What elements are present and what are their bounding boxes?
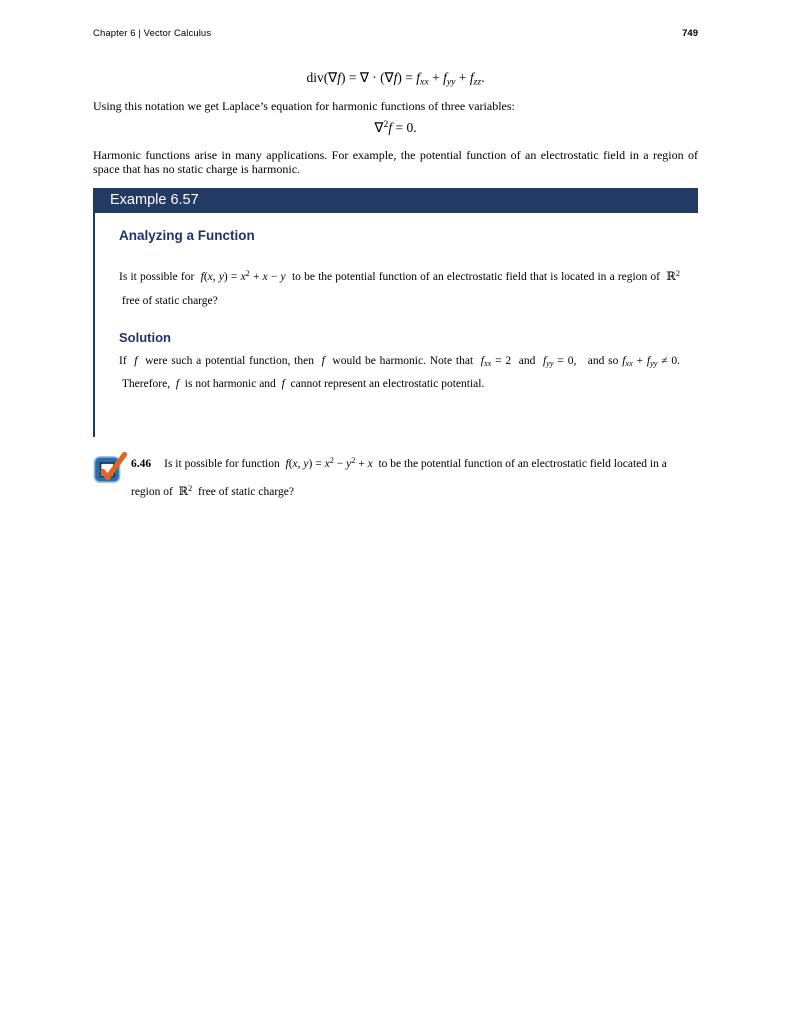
checkpoint [93,449,698,503]
example-box [93,188,698,437]
example-body [93,213,698,437]
checkpoint-checkbox-icon [93,450,127,484]
checkpoint-number: 6.46 [131,458,152,471]
equation-laplace: ∇$^2$f = 0. [374,119,417,135]
paragraph-harmonic: Harmonic functions arise in many applications. For example, the potential function of an electrostatic field in a region of space that has no static charge is harmonic. [93,147,698,177]
paragraph-notation: Using this notation we get Laplace’s equation for harmonic functions of three variables: [93,99,515,114]
running-head: Chapter 6 | Vector Calculus [93,28,212,39]
page-number: 749 [682,28,698,39]
example-question: Is it possible for f(x, $y) = x^2 + x - y$ to be the potential function of an electrostatic field that is located in a region of ℝ$^2$ free of static charge? [119,269,680,308]
checkpoint-text [131,449,698,503]
solution-text: If f were such a potential function, then f would be harmonic. Note that fxx = 2 and fyy = 0, and so fxx + fyy ≠ 0. Therefore, f is not harmonic and f cannot represent an electrostatic potential. [119,355,680,391]
equation-divergence: div(∇f) = ∇ · (∇f) = fxx + fyy + fzz. [306,70,485,88]
example-banner: Example 6.57 [93,188,698,213]
checkpoint-question: Is it possible for function f(x, $y) = x^2 - y^2 + x$ to be the potential function of an electrostatic field located in a region of ℝ$^2$ free of static charge? [131,456,667,498]
solution-heading: Solution [119,330,171,346]
page-header [93,28,698,39]
example-title: Analyzing a Function [119,228,255,244]
